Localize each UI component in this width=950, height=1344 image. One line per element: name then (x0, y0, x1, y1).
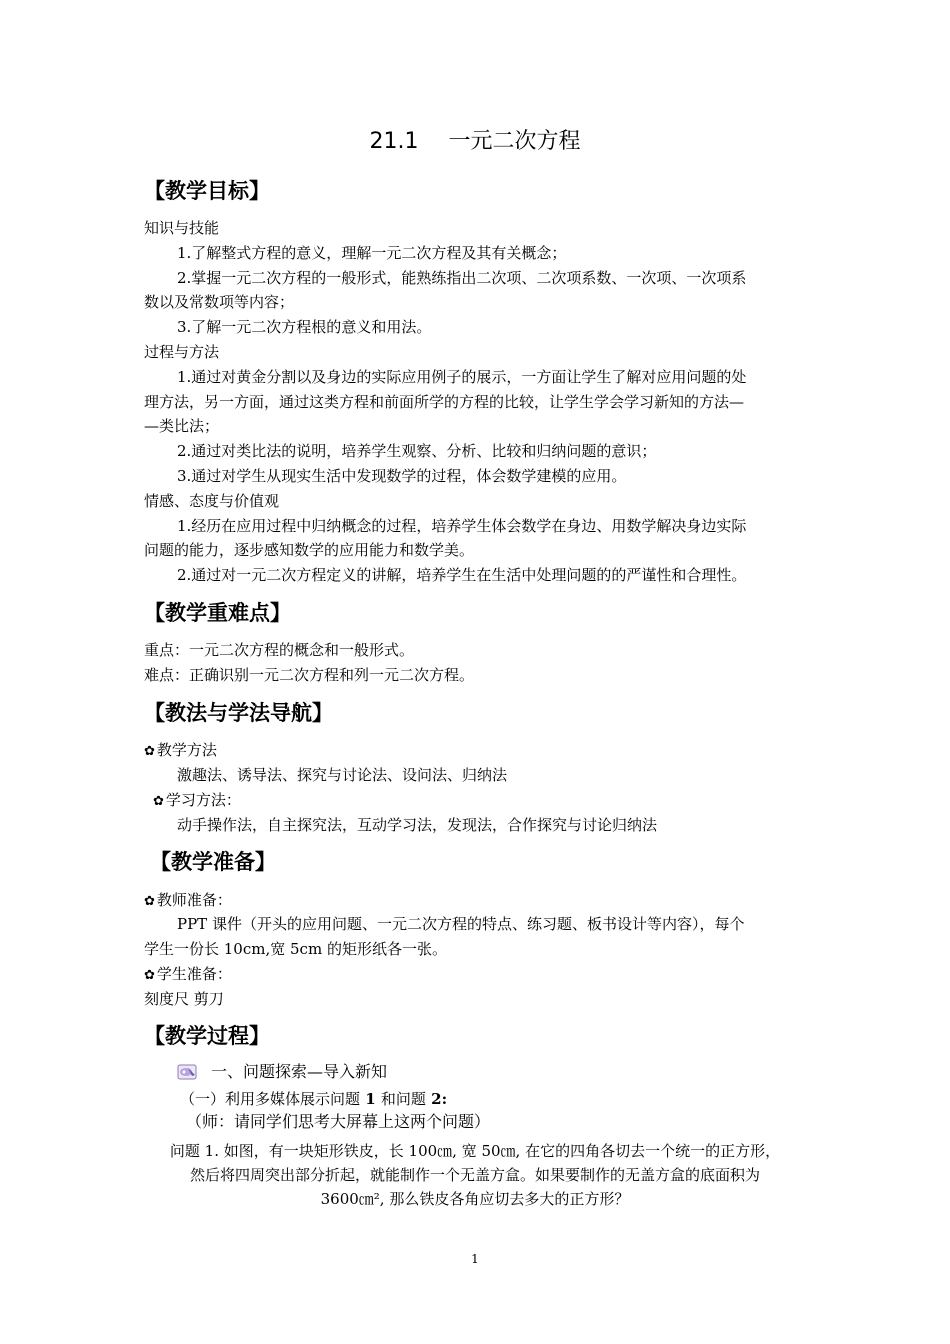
student-prep-label-row (144, 962, 232, 988)
question1-line-b: 然后将四周突出部分折起，就能制作一个无盖方盒。如果要制作的无盖方盒的底面积为 (189, 1166, 760, 1184)
teacher-prep-label: 教师准备： (156, 891, 232, 909)
page-title (0, 124, 950, 155)
section-heading-prep: 【教学准备】 (150, 850, 276, 874)
teacher-prep-b: 学生一份长 10cm,宽 5cm 的矩形纸各一张。 (144, 940, 447, 958)
emotion-label: 情感、态度与价值观 (144, 492, 280, 510)
goal-p1a: 1.通过对黄金分割以及身边的实际应用例子的展示，一方面让学生了解对应用问题的处 (177, 368, 747, 386)
goal-k2a: 2.掌握一元二次方程的一般形式，能熟练指出二次项、二次项系数、一次项、一次项系 (177, 269, 747, 287)
process-label: 过程与方法 (144, 343, 220, 361)
presentation-icon (177, 1063, 197, 1079)
process-part1-row (177, 1060, 387, 1084)
section-heading-process: 【教学过程】 (144, 1024, 270, 1048)
student-prep-label: 学生准备： (156, 965, 232, 983)
process-sub1-prefix: （一）利用多媒体展示问题 (180, 1090, 361, 1108)
knowledge-label: 知识与技能 (144, 219, 220, 237)
process-sub1-n1: 1 (360, 1090, 381, 1108)
process-sub1 (180, 1087, 447, 1111)
learn-method-text: 动手操作法，自主探究法，互动学习法，发现法，合作探究与讨论归纳法 (177, 816, 658, 834)
title-text: 一元二次方程 (448, 129, 581, 154)
question1-line-c: 3600㎝², 那么铁皮各角应切去多大的正方形？ (320, 1190, 630, 1208)
teacher-prep-label-row (144, 888, 232, 914)
key-difficulty: 难点：正确识别一元二次方程和列一元二次方程。 (144, 666, 475, 684)
goal-k3: 3.了解一元二次方程根的意义和用法。 (177, 318, 432, 336)
flower-icon: ✿ (144, 744, 155, 759)
key-focus: 重点：一元二次方程的概念和一般形式。 (144, 641, 415, 659)
section-heading-key-points: 【教学重难点】 (144, 601, 291, 625)
goal-e2: 2.通过对一元二次方程定义的讲解，培养学生在生活中处理问题的的严谨性和合理性。 (177, 566, 747, 584)
goal-e1a: 1.经历在应用过程中归纳概念的过程，培养学生体会数学在身边、用数学解决身边实际 (177, 517, 747, 535)
goal-p3: 3.通过对学生从现实生活中发现数学的过程，体会数学建模的应用。 (177, 467, 627, 485)
flower-icon: ✿ (144, 968, 155, 983)
goal-p1c: —类比法； (144, 417, 220, 435)
process-part1: 一、问题探索—导入新知 (211, 1062, 388, 1081)
flower-icon: ✿ (144, 894, 155, 909)
learn-method-label: 学习方法： (165, 791, 241, 809)
section-heading-goals: 【教学目标】 (144, 179, 270, 203)
teach-method-label-row (144, 738, 217, 764)
goal-p2: 2.通过对类比法的说明，培养学生观察、分析、比较和归纳问题的意识； (177, 442, 657, 460)
process-sub1-mid: 和问题 (380, 1090, 426, 1108)
teacher-note: （师：请同学们思考大屏幕上这两个问题） (186, 1112, 491, 1131)
learn-method-label-row (153, 788, 241, 814)
title-number: 21.1 (369, 129, 419, 154)
teacher-prep-a: PPT 课件（开头的应用问题、一元二次方程的特点、练习题、板书设计等内容），每个 (177, 915, 745, 933)
goal-e1b: 问题的能力，逐步感知数学的应用能力和数学美。 (144, 541, 475, 559)
teach-method-label: 教学方法 (156, 741, 217, 759)
student-prep-text: 刻度尺 剪刀 (144, 990, 224, 1008)
goal-k2b: 数以及常数项等内容； (144, 293, 295, 311)
goal-p1b: 理方法，另一方面，通过这类方程和前面所学的方程的比较，让学生学会学习新知的方法— (144, 393, 745, 411)
question1-line-a: 问题 1. 如图，有一块矩形铁皮，长 100㎝, 宽 50㎝, 在它的四角各切去一个统一的正方形， (169, 1142, 781, 1160)
process-sub1-n2: 2: (425, 1090, 448, 1108)
teach-method-text: 激趣法、诱导法、探究与讨论法、设问法、归纳法 (177, 766, 508, 784)
section-heading-methods: 【教法与学法导航】 (144, 701, 333, 725)
flower-icon: ✿ (153, 794, 164, 809)
page-number: 1 (471, 1252, 479, 1266)
goal-k1: 1.了解整式方程的意义，理解一元二次方程及其有关概念； (177, 244, 567, 262)
